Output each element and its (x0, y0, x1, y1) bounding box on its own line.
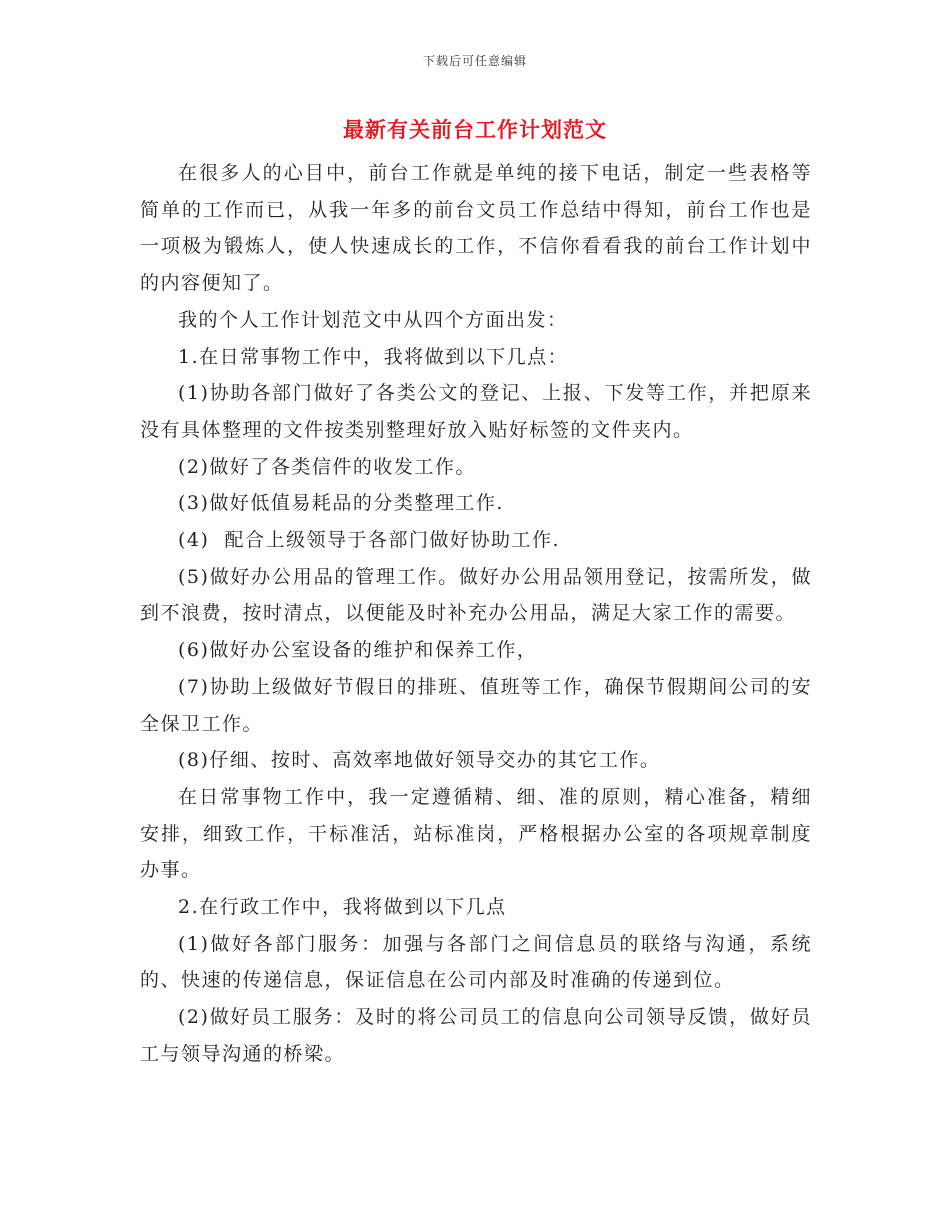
section-heading-daily-affairs: 1.在日常事物工作中，我将做到以下几点： (178, 345, 569, 368)
list-item-2: (2)做好了各类信件的收发工作。 (178, 455, 476, 478)
header-note: 下载后可任意编辑 (422, 54, 527, 68)
list-item-4: (4) 配合上级领导于各部门做好协助工作. (178, 529, 561, 552)
list-item-8: (8)仔细、按时、高效率地做好领导交办的其它工作。 (178, 749, 661, 772)
document-title: 最新有关前台工作计划范文 (343, 118, 607, 142)
list-item-3: (3)做好低值易耗品的分类整理工作. (178, 492, 504, 515)
list-item-5: (5)做好办公用品的管理工作。做好办公用品领用登记，按需所发，做到不浪费，按时清点，以便能及时补充办公用品，满足大家工作的需要。 (140, 565, 812, 625)
admin-item-1: (1)做好各部门服务：加强与各部门之间信息员的联络与沟通，系统的、快速的传递信息，保证信息在公司内部及时准确的传递到位。 (140, 932, 812, 992)
paragraph-overview: 我的个人工作计划范文中从四个方面出发： (178, 308, 568, 331)
document-body (140, 155, 812, 1073)
admin-item-2: (2)做好员工服务：及时的将公司员工的信息向公司领导反馈，做好员工与领导沟通的桥梁。 (140, 1006, 812, 1065)
paragraph-intro: 在很多人的心目中，前台工作就是单纯的接下电话，制定一些表格等简单的工作而已，从我一年多的前台文员工作总结中得知，前台工作也是一项极为锻炼人，使人快速成长的工作，不信你看看我的前台工作计划中的内容便知了。 (140, 162, 812, 295)
list-item-7: (7)协助上级做好节假日的排班、值班等工作，确保节假期间公司的安全保卫工作。 (140, 675, 812, 735)
list-item-6: (6)做好办公室设备的维护和保养工作， (178, 639, 538, 662)
list-item-1: (1)协助各部门做好了各类公文的登记、上报、下发等工作，并把原来没有具体整理的文件按类别整理好放入贴好标签的文件夹内。 (140, 382, 812, 441)
paragraph-principles: 在日常事物工作中，我一定遵循精、细、准的原则，精心准备，精细安排，细致工作，干标准活，站标准岗，严格根据办公室的各项规章制度办事。 (140, 785, 812, 882)
section-heading-admin-work: 2.在行政工作中，我将做到以下几点 (178, 896, 507, 919)
